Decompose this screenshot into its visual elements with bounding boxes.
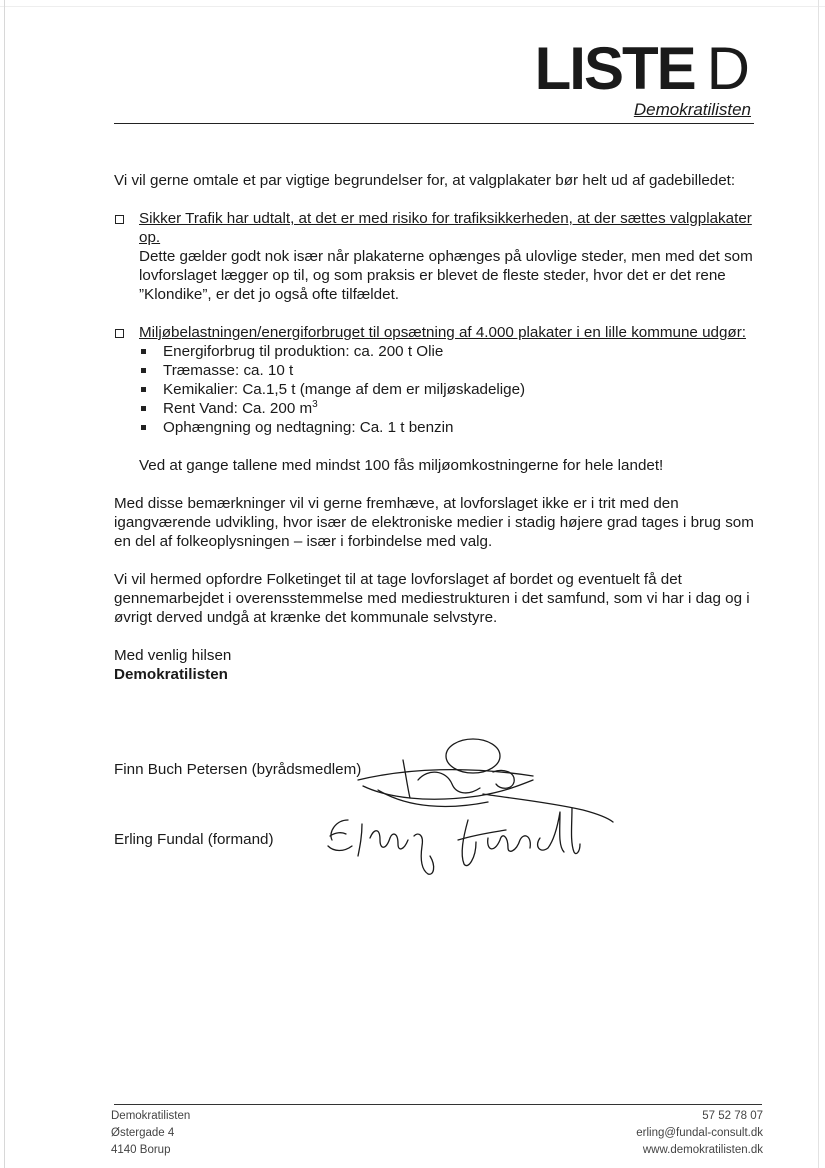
footer-contact [636, 1108, 763, 1159]
superscript: 3 [312, 398, 318, 410]
logo-liste: LISTE [534, 35, 695, 102]
paragraph-media: Med disse bemærkninger vil vi gerne fremhæve, at lovforslaget ikke er i trit med den igangværende udvikling, hvor især de elektroniske medier i stadig højere grad tages i brug som en del af folkeoplysningen – især i forbindelse med valg. [114, 495, 754, 550]
point-traffic-heading: Sikker Trafik har udtalt, at det er med risiko for trafiksikkerheden, at der sættes valgplakater op. [139, 210, 752, 246]
point-traffic-text: Dette gælder godt nok især når plakaterne ophænges på ulovlige steder, men med det som lovforslaget lægger op til, og som praksis er blevet de fleste steder, hvor det er det rene ”Klondike”, er det jo også ofte tilfældet. [139, 248, 753, 303]
signatory-2: Erling Fundal (formand) [114, 831, 274, 848]
logo-wordmark [535, 36, 749, 102]
logo [535, 36, 749, 120]
logo-letter: D [706, 35, 749, 102]
point-environment [114, 323, 762, 437]
footer-website: www.demokratilisten.dk [642, 1144, 763, 1156]
list-item: Kemikalier: Ca.1,5 t (mange af dem er miljøskadelige) [139, 380, 762, 399]
footer-divider [114, 1104, 762, 1105]
intro-paragraph: Vi vil gerne omtale et par vigtige begrundelser for, at valgplakater bør helt ud af gadebilledet: [114, 172, 736, 189]
list-item: Ophængning og nedtagning: Ca. 1 t benzin [139, 418, 762, 437]
header-divider [114, 123, 754, 124]
environment-conclusion: Ved at gange tallene med mindst 100 fås miljøomkostningerne for hele landet! [139, 457, 664, 474]
greeting: Med venlig hilsen [114, 647, 232, 664]
list-item: Træmasse: ca. 10 t [139, 361, 762, 380]
scan-edge-top [0, 6, 825, 7]
footer-org: Demokratilisten [111, 1110, 191, 1122]
footer-phone: 57 52 78 07 [702, 1110, 763, 1122]
letter-body [114, 171, 762, 684]
scan-edge-right [818, 0, 819, 1168]
footer-email: erling@fundal-consult.dk [636, 1127, 763, 1139]
footer-address [111, 1108, 190, 1159]
checkbox-bullet-icon [115, 215, 124, 224]
footer-city: 4140 Borup [111, 1144, 171, 1156]
point-traffic [114, 209, 762, 304]
list-item: Energiforbrug til produktion: ca. 200 t Olie [139, 342, 762, 361]
checkbox-bullet-icon [115, 329, 124, 338]
point-environment-heading: Miljøbelastningen/energiforbruget til opsætning af 4.000 plakater i en lille kommune udgør: [139, 324, 746, 341]
scan-edge-left [4, 0, 5, 1168]
list-item: Rent Vand: Ca. 200 $m^3$ [139, 399, 762, 418]
sender-organization: Demokratilisten [114, 666, 228, 683]
footer-street: Østergade 4 [111, 1127, 175, 1139]
signatory-1: Finn Buch Petersen (byrådsmedlem) [114, 761, 362, 778]
handwritten-signatures-icon [318, 728, 618, 878]
logo-subtitle: Demokratilisten [633, 100, 751, 119]
environment-list [139, 342, 762, 437]
paragraph-appeal: Vi vil hermed opfordre Folketinget til at tage lovforslaget af bordet og eventuelt få det gennemarbejdet i overensstemmelse med mediestrukturen i det samfund, som vi har i dag og i øvrigt derved undgå at krænke det kommunale selvstyre. [114, 571, 750, 626]
